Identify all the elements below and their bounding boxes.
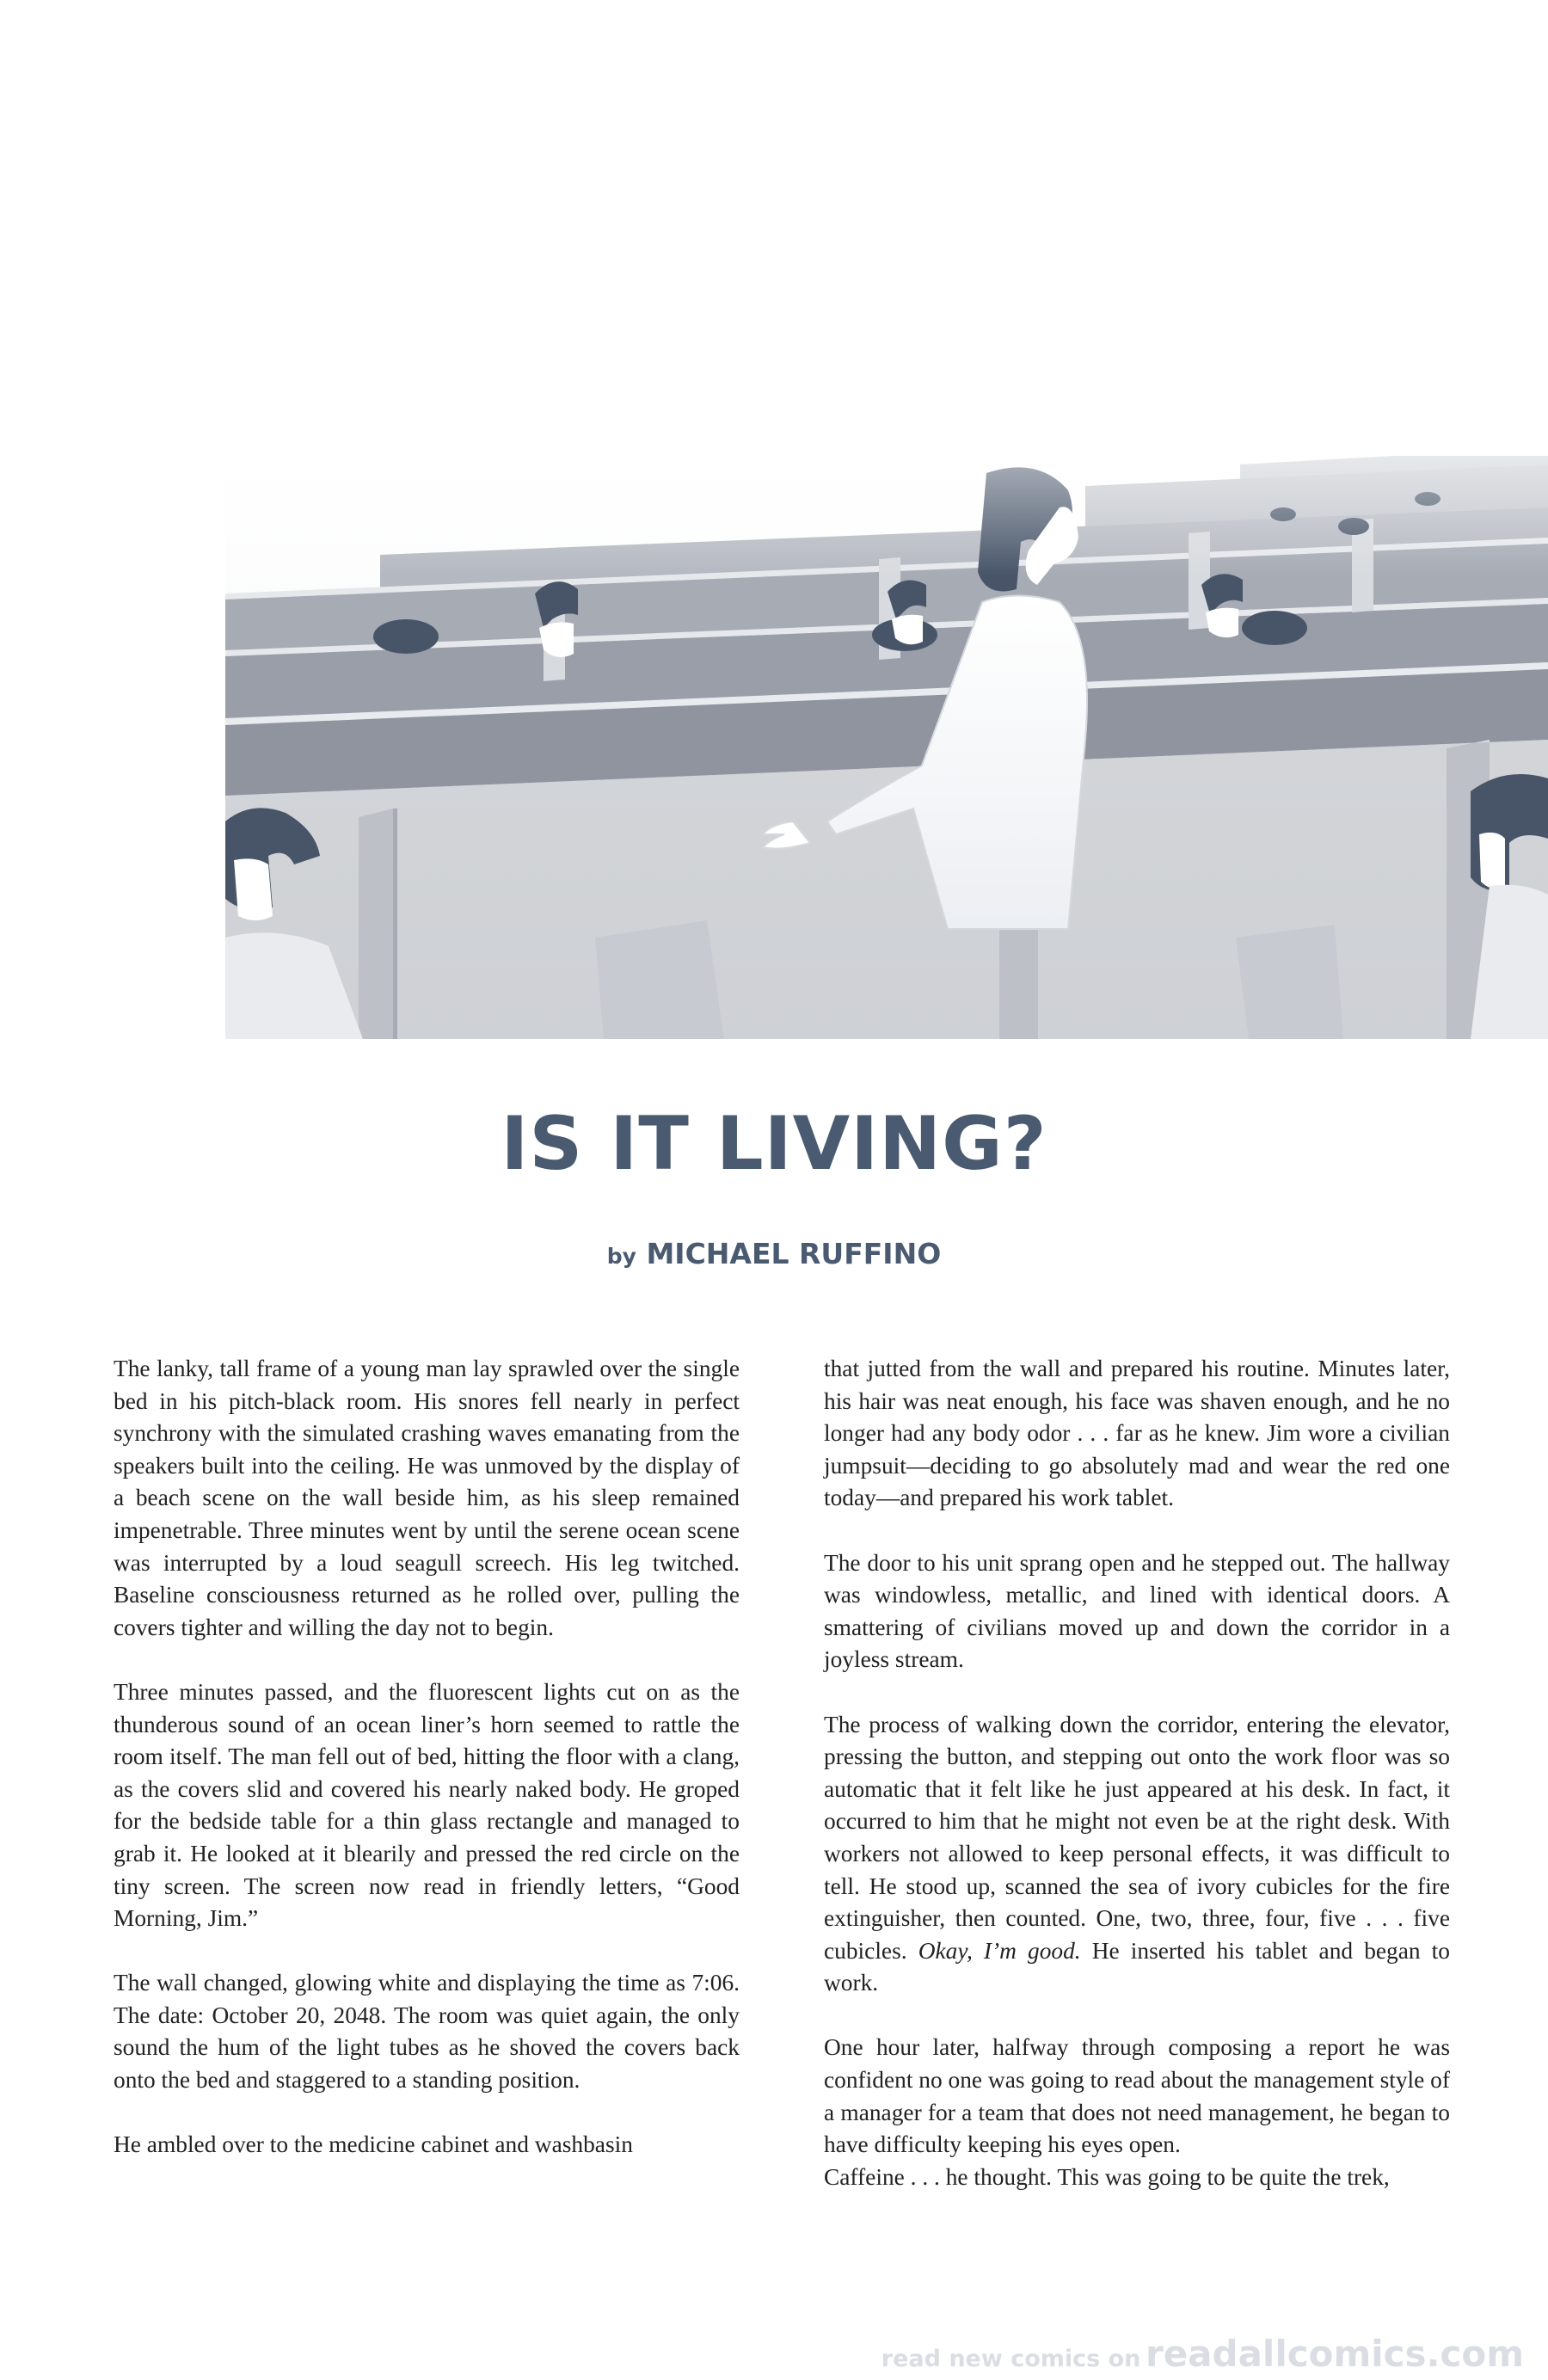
site-watermark [882,2333,1524,2375]
paragraph: The lanky, tall frame of a young man lay sprawled over the single bed in his pitch-black room. His snores fell nearly in perfect synchrony with the simulated crashing waves emanating from the speakers built into the ceiling. He was unmoved by the display of a beach scene on the wall beside him, as his sleep remained impenetrable. Three minutes went by until the serene ocean scene was interrupted by a loud seagull screech. His leg twitched. Baseline consciousness returned as he rolled over, pulling the covers tighter and willing the day not to begin. [114,1356,740,1640]
byline-prefix: by [606,1244,636,1269]
byline [0,1237,1548,1270]
paragraph-text: The process of walking down the corridor, entering the elevator, pressing the button, and stepping out onto the work floor was so automatic that it felt like he just appeared at his desk. In fact, it occurred to him that he might not even be at the right desk. With workers not allowed to keep personal effects, it was difficult to tell. He stood up, scanned the sea of ivory cubicles for the fire extinguisher, then counted. One, two, three, four, five . . . five cubicles. [824,1711,1450,1964]
watermark-site: readallcomics.com [1145,2333,1524,2375]
inner-thought: Okay, I’m good. [918,1937,1081,1964]
cubicle-illustration [225,456,1548,1039]
watermark-prefix: read new comics on [881,2346,1141,2372]
paragraph [824,1709,1450,2000]
paragraph: The wall changed, glowing white and displaying the time as 7:06. The date: October 20, 2048. The room was quiet again, the only sound the hum of the light tubes as he shoved the covers back onto the bed and staggered to a standing position. [114,1970,740,2094]
paragraph: Caffeine . . . he thought. This was going to be quite the trek, [824,2163,1390,2190]
paragraph: The door to his unit sprang open and he stepped out. The hallway was windowless, metallic, and lined with identical doors. A smattering of civilians moved up and down the corridor in a joyless stream. [824,1549,1450,1673]
paragraph: He ambled over to the medicine cabinet and washbasin [114,2131,633,2158]
paragraph: Three minutes passed, and the fluorescent lights cut on as the thunderous sound of an ocean liner’s horn seemed to rattle the room itself. The man fell out of bed, hitting the floor with a clang, as the covers slid and covered his nearly naked body. He groped for the bedside table for a thin glass rectangle and managed to grab it. He looked at it blearily and pressed the red circle on the tiny screen. The screen now read in friendly letters, “Good Morning, Jim.” [114,1678,740,1932]
paragraph: that jutted from the wall and prepared his routine. Minutes later, his hair was neat enough, his face was shaven enough, and he no longer had any body odor . . . far as he knew. Jim wore a civilian jumpsuit—deciding to go absolutely mad and wear the red one today—and prepared his work tablet. [824,1356,1450,1511]
text-column-right [824,1353,1450,2193]
text-column-left [114,1353,740,2162]
story-title: IS IT LIVING? [501,1101,1047,1187]
paragraph: One hour later, halfway through composing a report he was confident no one was going to read about the management style of a manager for a team that does not need management, he began to have difficulty keeping his eyes open. [824,2034,1450,2158]
author-name: MICHAEL RUFFINO [646,1237,942,1270]
paragraph-text: He inserted his tablet and began to work. [824,1937,1450,1996]
